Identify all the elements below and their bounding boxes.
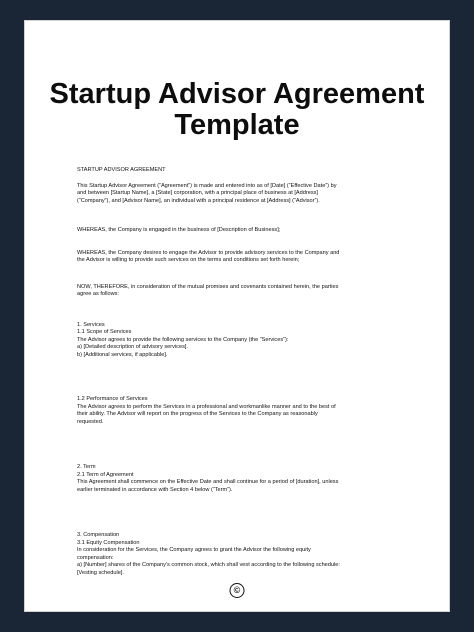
agreement-heading	[77, 167, 425, 175]
section-line: compensation:	[77, 554, 114, 561]
intro-line: (“Company”), and [Advisor Name], an individual with a principal residence at [Address] (“Advisor”).	[77, 197, 320, 204]
title-line-2: Template	[174, 109, 300, 141]
section-services	[77, 322, 425, 360]
section-heading: 1. Services	[77, 321, 105, 328]
subsection-heading: 1.2 Performance of Services	[77, 396, 148, 402]
section-line: a) [Detailed description of advisory services].	[77, 344, 188, 350]
section-line: their ability. The Advisor will report on the progress of the Services to the Company as reasonably	[77, 411, 318, 417]
section-heading: 2. Term	[77, 464, 96, 470]
document-page	[24, 20, 450, 612]
whereas-line: the Advisor is willing to provide such services on the terms and conditions set forth herein;	[77, 257, 300, 263]
section-performance	[77, 396, 425, 426]
subsection-heading: 1.1 Scope of Services	[77, 329, 132, 335]
subsection-heading: 3.1 Equity Compensation	[77, 539, 140, 546]
section-line: The Advisor agrees to provide the following services to the Company (the “Services”):	[77, 336, 289, 343]
section-line: earlier terminated in accordance with Section 4 below (“Term”).	[77, 486, 233, 493]
section-line: a) [Number] shares of the Company’s common stock, which shall vest according to the following schedule:	[77, 562, 340, 568]
intro-line: and between [Startup Name], a [State] corporation, with a principal place of business at [Address]	[77, 190, 318, 196]
heading-line: STARTUP ADVISOR AGREEMENT	[77, 167, 166, 173]
therefore-line: NOW, THEREFORE, in consideration of the mutual promises and covenants contained herein, the parties	[77, 283, 339, 290]
section-line: This Agreement shall commence on the Effective Date and shall continue for a period of [duration], unless	[77, 479, 339, 485]
intro-line: This Startup Advisor Agreement (“Agreement”) is made and entered into as of [Date] (“Effective Date”) by	[77, 182, 337, 189]
whereas-paragraph-1	[77, 227, 425, 235]
agreement-body	[77, 167, 425, 577]
section-term	[77, 464, 425, 494]
section-compensation	[77, 532, 425, 577]
therefore-line: agree as follows:	[77, 291, 119, 297]
whereas-line: WHEREAS, the Company is engaged in the business of [Description of Business];	[77, 227, 281, 233]
title-line-1: Startup Advisor Agreement	[49, 78, 425, 110]
copyright-icon: ©	[230, 583, 245, 598]
subsection-heading: 2.1 Term of Agreement	[77, 471, 134, 478]
section-line: In consideration for the Services, the Company agrees to grant the Advisor the following equity	[77, 547, 311, 553]
section-line: The Advisor agrees to perform the Services in a professional and workmanlike manner and to the best of	[77, 403, 336, 410]
section-line: requested.	[77, 418, 104, 425]
section-line: [Vesting schedule].	[77, 569, 124, 576]
page-title	[25, 79, 449, 141]
section-line: b) [Additional services, if applicable].	[77, 351, 168, 358]
section-heading: 3. Compensation	[77, 532, 120, 538]
therefore-paragraph	[77, 284, 425, 299]
whereas-paragraph-2	[77, 250, 425, 265]
whereas-line: WHEREAS, the Company desires to engage the Advisor to provide advisory services to the Company and	[77, 249, 340, 256]
intro-paragraph	[77, 183, 425, 206]
